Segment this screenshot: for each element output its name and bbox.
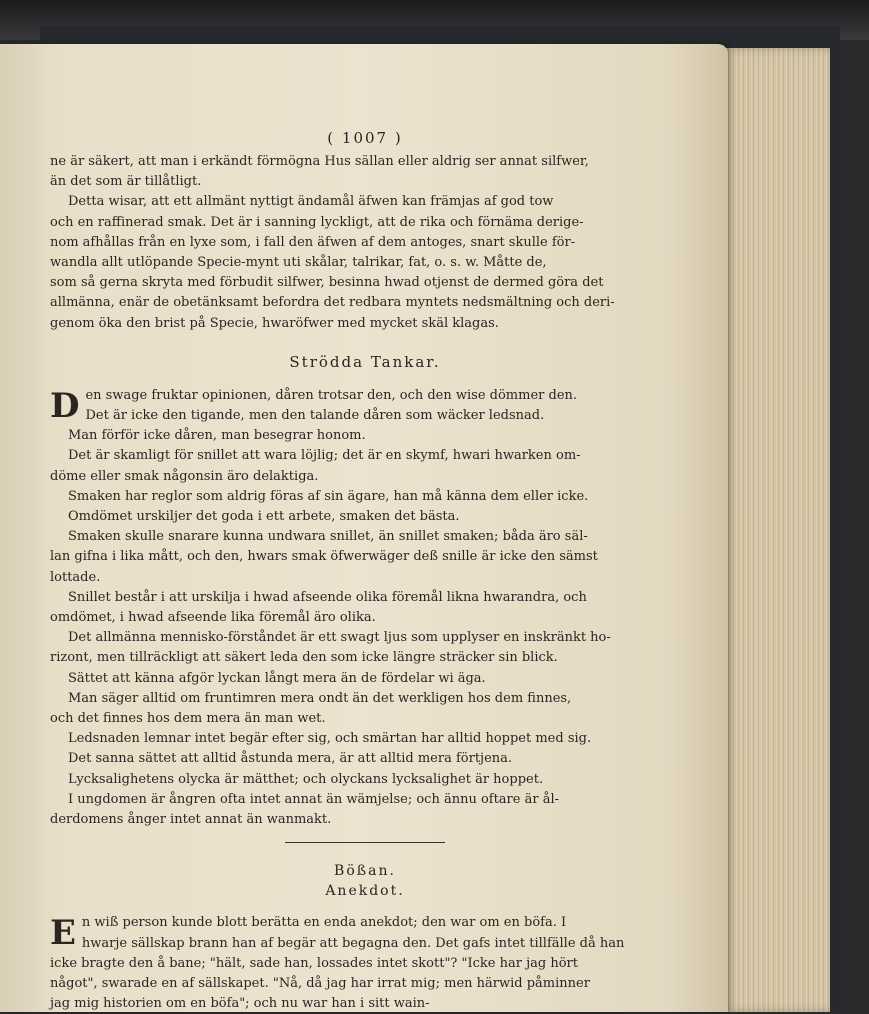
text-line: och en raffinerad smak. Det är i sanning lyckligt, att de rika och förnäma derige- [50, 214, 584, 230]
book-page [0, 44, 728, 1012]
page-number: ( 1007 ) [327, 129, 403, 147]
text-line: som så gerna skryta med förbudit silfwer, besinna hwad otjenst de dermed göra det [50, 275, 604, 291]
text-line: Omdömet urskiljer det goda i ett arbete, smaken det bästa. [68, 509, 460, 525]
section-body [50, 386, 680, 830]
section-title: Bößan. [334, 863, 396, 880]
text-line: Sättet att känna afgör lyckan långt mera än de fördelar wi äga. [68, 670, 486, 686]
section-subtitle: Anekdot. [325, 883, 405, 900]
drop-cap: D [50, 385, 80, 426]
text-line: hwarje sällskap brann han af begär att begagna den. Det gafs intet tillfälle då han [81, 935, 625, 951]
text-line: än det som är tillåtligt. [50, 174, 202, 190]
text-line: icke bragte den å bane; "hält, sade han, lossades intet skott"? "Icke har jag hört [50, 955, 578, 971]
text-line: allmänna, enär de obetänksamt befordra det redbara myntets nedsmältning och deri- [50, 295, 615, 311]
intro-paragraph [50, 152, 680, 334]
text-line: rizont, men tillräckligt att säkert leda den som icke längre sträcker sin blick. [50, 650, 558, 666]
text-line: nom afhållas från en lyxe som, i fall den äfwen af dem antoges, snart skulle för- [50, 234, 576, 250]
text-line: I ungdomen är ångren ofta intet annat än wämjelse; och ännu oftare är ål- [68, 791, 559, 807]
divider-rule [285, 842, 445, 843]
text-line: Det är icke den tigande, men den talande dåren som wäcker ledsnad. [85, 408, 545, 424]
text-line: och det finnes hos dem mera än man wet. [50, 711, 326, 727]
text-line-content: en swage fruktar opinionen, dåren trotsar den, och den wise dömmer den. [85, 387, 578, 403]
anecdote-body [50, 913, 680, 1014]
text-line: Man säger alltid om fruntimren mera ondt än det werkligen hos dem finnes, [68, 690, 572, 706]
text-line: Smaken har reglor som aldrig föras af sin ägare, han må känna dem eller icke. [68, 488, 589, 504]
text-line-content: n wiß person kunde blott berätta en enda anekdot; den war om en böfa. I [81, 915, 567, 931]
text-line: Det är skamligt för snillet att wara löjlig; det är en skymf, hwari hwarken om- [68, 448, 581, 464]
text-line: jag mig historien om en böfa"; och nu war han i sitt wain- [50, 996, 430, 1012]
text-line: något", swarade en af sällskapet. "Nå, då jag har irrat mig; men härwid påminner [50, 975, 590, 991]
text-line: Lycksalighetens olycka är mätthet; och olyckans lycksalighet är hoppet. [68, 771, 544, 787]
text-line: Smaken skulle snarare kunna undwara snillet, än snillet smaken; båda äro säl- [68, 529, 588, 545]
text-line: wandla allt utlöpande Specie-mynt uti skålar, talrikar, fat, o. s. w. Måtte de, [50, 255, 547, 271]
text-line: derdomens ånger intet annat än wanmakt. [50, 812, 332, 828]
page-edges [720, 48, 830, 1012]
text-line: Det allmänna mennisko-förståndet är ett swagt ljus som upplyser en inskränkt ho- [68, 630, 611, 646]
drop-cap: E [50, 913, 76, 954]
text-line: lottade. [50, 569, 101, 585]
text-line: ne är säkert, att man i erkändt förmögna Hus sällan eller aldrig ser annat silfwer, [50, 154, 589, 169]
text-line: Ledsnaden lemnar intet begär efter sig, och smärtan har alltid hoppet med sig. [68, 731, 592, 747]
text-line: Det sanna sättet att alltid åstunda mera, är att alltid mera förtjena. [68, 751, 513, 767]
text-line: Man förför icke dåren, man besegrar honom. [68, 428, 366, 444]
text-line: omdömet, i hwad afseende lika föremål äro olika. [50, 610, 376, 626]
text-line: lan gifna i lika mått, och den, hwars smak öfwerwäger deß snille är icke den sämst [50, 549, 598, 565]
text-line: genom öka den brist på Specie, hwaröfwer med mycket skäl klagas. [50, 315, 499, 331]
text-line: döme eller smak någonsin äro delaktiga. [50, 468, 319, 484]
text-line: Detta wisar, att ett allmänt nyttigt ändamål äfwen kan främjas af god tow [68, 194, 554, 210]
section-title: Strödda Tankar. [289, 352, 441, 371]
text-line: Snillet består i att urskilja i hwad afseende olika föremål likna hwarandra, och [68, 589, 587, 605]
page-text [50, 128, 680, 1014]
